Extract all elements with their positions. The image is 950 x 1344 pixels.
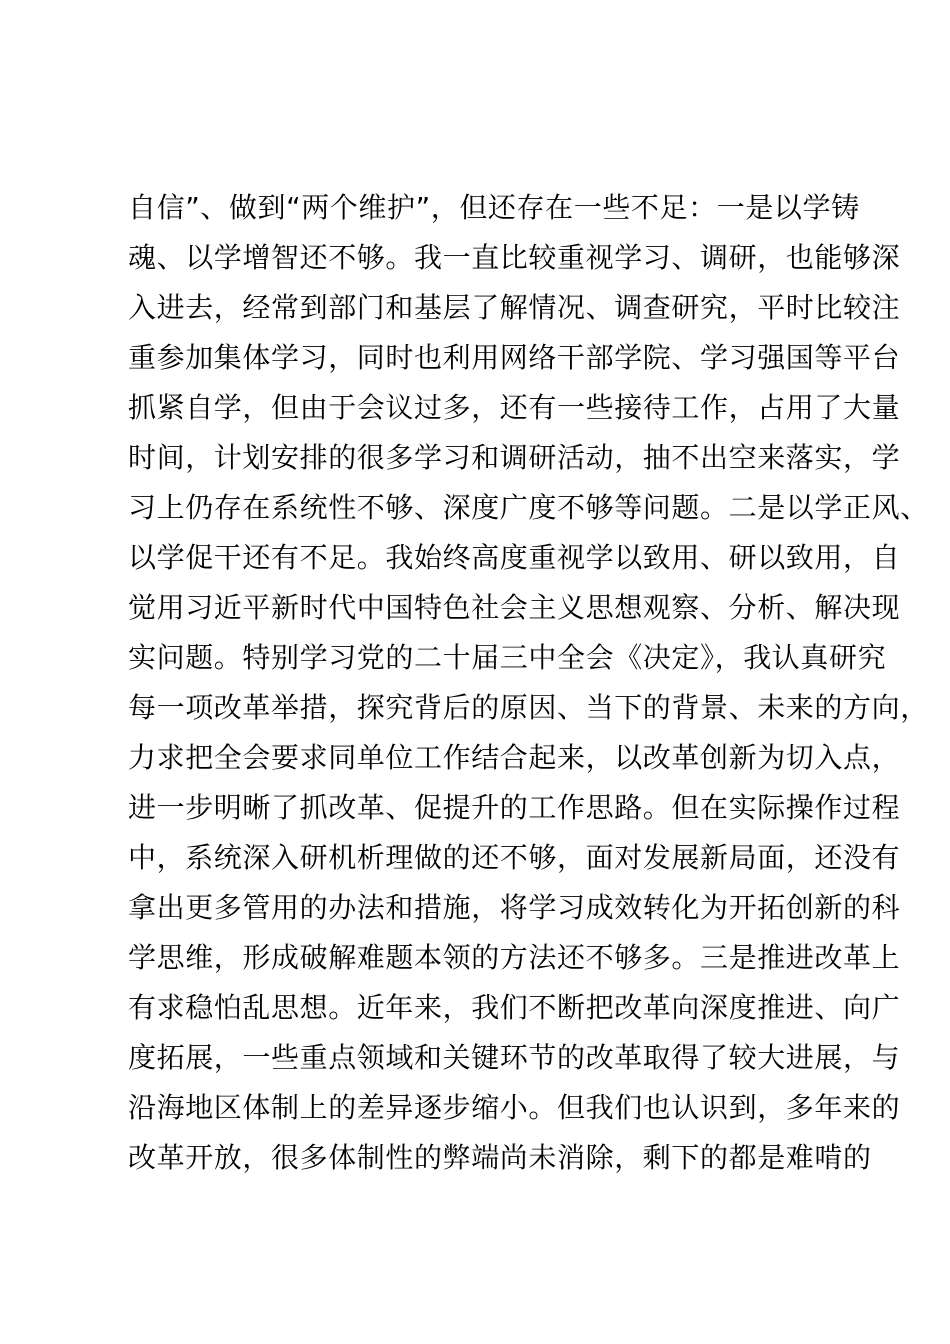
text-line: 以学促干还有不足。我始终高度重视学以致用、研以致用，自 [128, 541, 901, 574]
text-line: 入进去，经常到部门和基层了解情况、调查研究，平时比较注 [128, 291, 901, 324]
text-line: 有求稳怕乱思想。近年来，我们不断把改革向深度推进、向广 [128, 991, 901, 1024]
text-line: 沿海地区体制上的差异逐步缩小。但我们也认识到，多年来的 [128, 1091, 901, 1124]
text-line: 抓紧自学，但由于会议过多，还有一些接待工作，占用了大量 [128, 391, 901, 424]
text-line: 学思维，形成破解难题本领的方法还不够多。三是推进改革上 [128, 941, 901, 974]
text-line: 觉用习近平新时代中国特色社会主义思想观察、分析、解决现 [128, 591, 901, 624]
text-line: 习上仍存在系统性不够、深度广度不够等问题。二是以学正风、 [128, 491, 929, 524]
body-paragraph [128, 183, 929, 1183]
text-line: 重参加集体学习，同时也利用网络干部学院、学习强国等平台 [128, 341, 901, 374]
text-line: 度拓展，一些重点领域和关键环节的改革取得了较大进展，与 [128, 1041, 901, 1074]
text-line: 自信”、做到“两个维护”，但还存在一些不足：一是以学铸 [128, 191, 860, 224]
text-line: 每一项改革举措，探究背后的原因、当下的背景、未来的方向， [128, 691, 929, 724]
text-line: 力求把全会要求同单位工作结合起来，以改革创新为切入点， [128, 741, 901, 774]
text-line: 时间，计划安排的很多学习和调研活动，抽不出空来落实，学 [128, 441, 901, 474]
text-line: 拿出更多管用的办法和措施，将学习成效转化为开拓创新的科 [128, 891, 901, 924]
text-line: 魂、以学增智还不够。我一直比较重视学习、调研，也能够深 [128, 241, 901, 274]
text-line: 中，系统深入研机析理做的还不够，面对发展新局面，还没有 [128, 841, 901, 874]
text-line: 实问题。特别学习党的二十届三中全会《决定》，我认真研究 [128, 641, 887, 674]
text-line: 改革开放，很多体制性的弊端尚未消除，剩下的都是难啃的 [128, 1141, 872, 1174]
text-line: 进一步明晰了抓改革、促提升的工作思路。但在实际操作过程 [128, 791, 901, 824]
